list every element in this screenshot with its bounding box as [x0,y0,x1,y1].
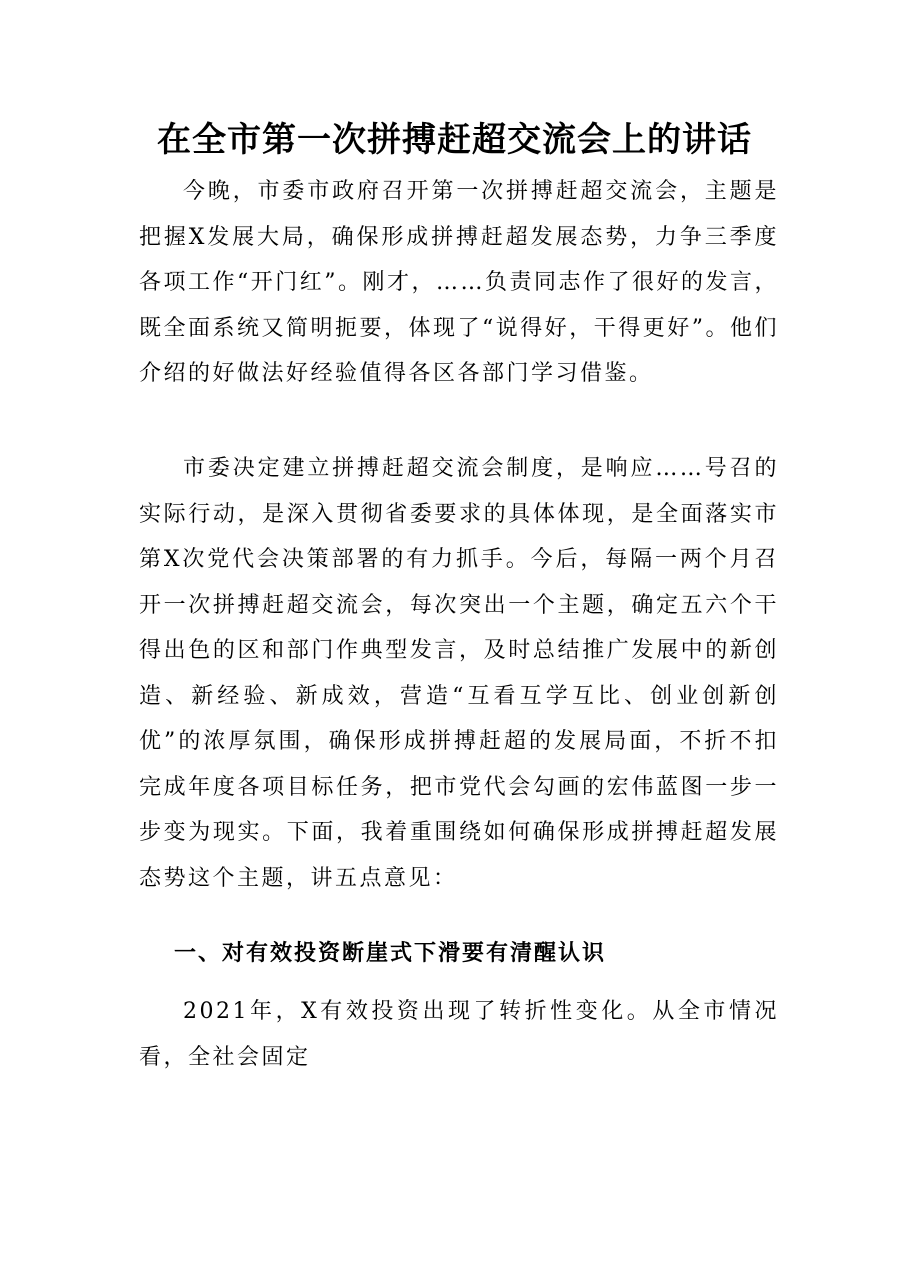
body-paragraph-1: 今晚，市委市政府召开第一次拼搏赶超交流会，主题是把握X发展大局，确保形成拼搏赶超发展态势，力争三季度各项工作“开门红”。刚才，……负责同志作了很好的发言，既全面系统又简明扼要，体现了“说得好，干得更好”。他们介绍的好做法好经验值得各区各部门学习借鉴。 [139,179,779,386]
section-paragraph: 2021年，X有效投资出现了转折性变化。从全市情况看，全社会固定 [139,999,779,1070]
section-heading: 一、对有效投资断崖式下滑要有清醒认识 [174,941,607,966]
body-paragraph-2: 市委决定建立拼搏赶超交流会制度，是响应……号召的实际行动，是深入贯彻省委要求的具体体现，是全面落实市第X次党代会决策部署的有力抓手。今后，每隔一两个月召开一次拼搏赶超交流会，每次突出一个主题，确定五六个干得出色的区和部门作典型发言，及时总结推广发展中的新创造、新经验、新成效，营造“互看互学互比、创业创新创优”的浓厚氛围，确保形成拼搏赶超的发展局面，不折不扣完成年度各项目标任务，把市党代会勾画的宏伟蓝图一步一步变为现实。下面，我着重围绕如何确保形成拼搏赶超发展态势这个主题，讲五点意见： [139,456,779,891]
document-title: 在全市第一次拼搏赶超交流会上的讲话 [157,120,752,160]
